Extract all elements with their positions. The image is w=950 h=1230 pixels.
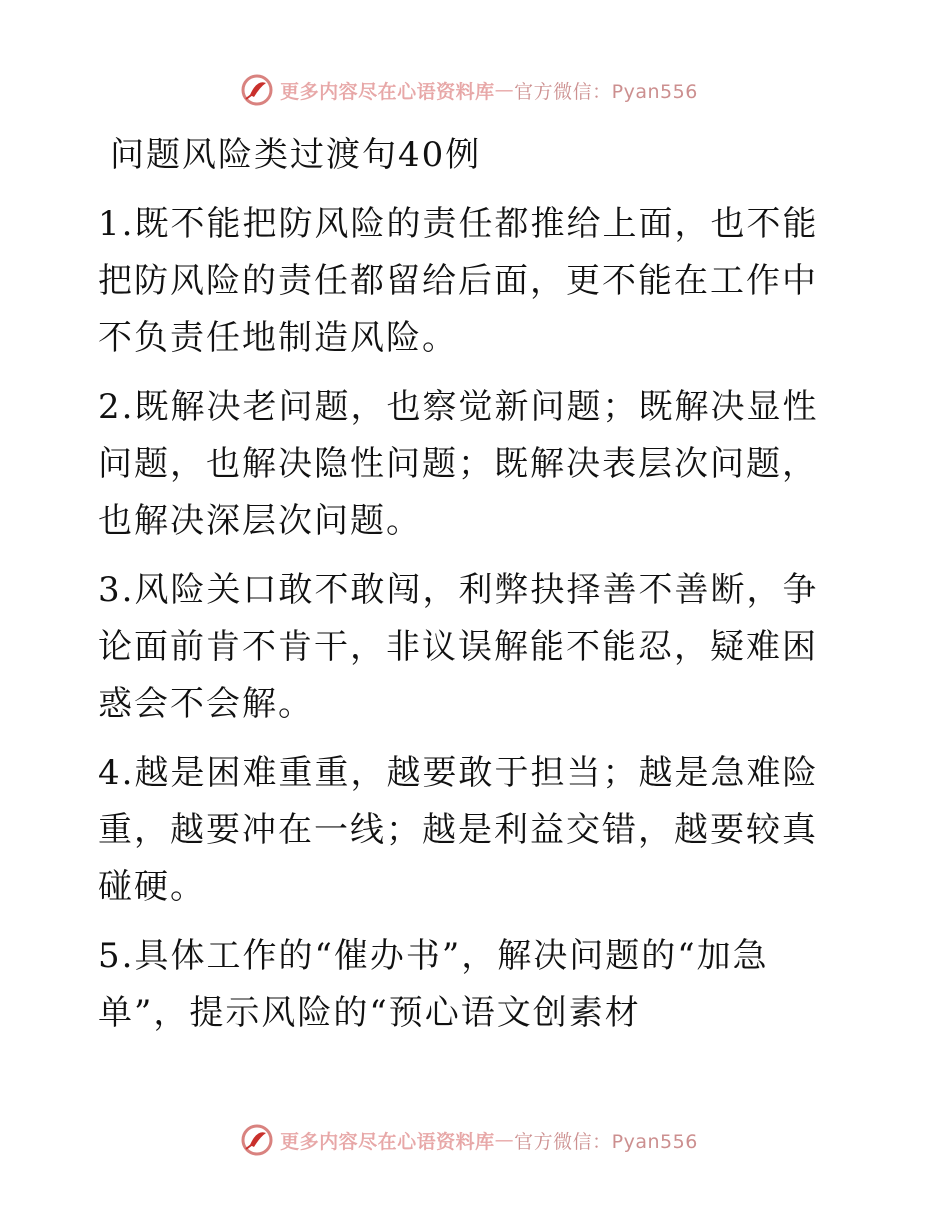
list-item	[98, 928, 850, 1042]
document-title: 问题风险类过渡句40例	[110, 135, 482, 175]
banner-wechat-text: 官方微信：Pyan556	[514, 80, 698, 103]
banner-wechat-text: 官方微信：Pyan556	[514, 1130, 698, 1153]
banner-main-text: 更多内容尽在心语资料库	[280, 80, 495, 103]
item-text: 2.既解决老问题，也察觉新问题；既解决显性问题，也解决隐性问题；既解决表层次问题，也解决深层次问题。	[98, 387, 819, 541]
list-item	[98, 562, 850, 733]
banner-separator: —	[494, 79, 515, 101]
item-text: 1.既不能把防风险的责任都推给上面，也不能把防风险的责任都留给后面，更不能在工作中不负责任地制造风险。	[98, 204, 819, 358]
brand-logo-icon	[240, 1123, 274, 1157]
banner-separator: —	[494, 1129, 515, 1151]
item-text: 5.具体工作的“催办书”，解决问题的“加急单”，提示风险的“预心语文创素材	[98, 936, 769, 1033]
document-body	[98, 118, 850, 1042]
list-item	[98, 379, 850, 550]
header-banner	[0, 70, 950, 110]
list-item	[98, 196, 850, 367]
banner-main-text: 更多内容尽在心语资料库	[280, 1130, 495, 1153]
footer-banner	[0, 1120, 950, 1160]
brand-logo-icon	[240, 73, 274, 107]
item-text: 4.越是困难重重，越要敢于担当；越是急难险重，越要冲在一线；越是利益交错，越要较真碰硬。	[98, 753, 819, 907]
list-item	[98, 745, 850, 916]
item-text: 3.风险关口敢不敢闯，利弊抉择善不善断，争论面前肯不肯干，非议误解能不能忍，疑难困惑会不会解。	[98, 570, 819, 724]
